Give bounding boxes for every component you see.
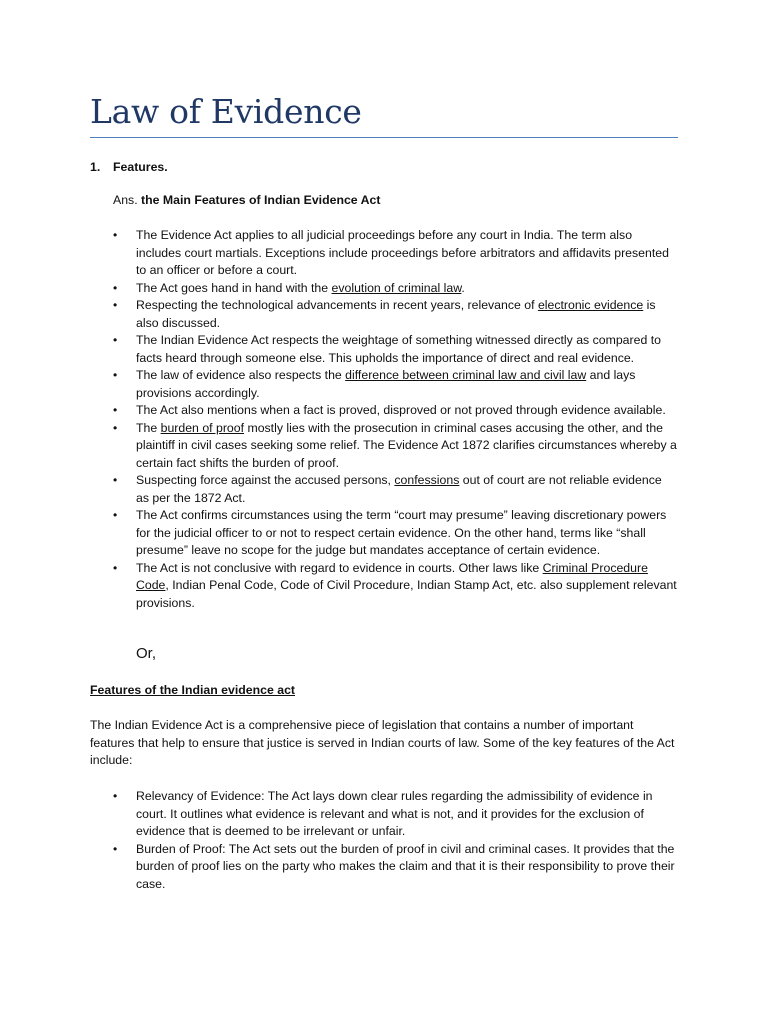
bullet-marker: •: [113, 333, 118, 347]
answer-heading: the Main Features of Indian Evidence Act: [141, 193, 381, 207]
section-heading-indian-evidence-act: Features of the Indian evidence act: [90, 683, 296, 697]
inline-link[interactable]: difference between criminal law and civil law: [345, 368, 587, 382]
inline-link[interactable]: burden of proof: [160, 420, 245, 435]
item-text: The Act is not conclusive with regard to evidence in courts. Other laws like: [136, 560, 543, 575]
document-title: Law of Evidence: [90, 92, 362, 131]
bullet-marker: •: [113, 228, 118, 242]
title-underline-rule: [90, 137, 678, 138]
list-item: [90, 420, 678, 473]
features-bullet-list: [90, 227, 678, 612]
inline-link[interactable]: evolution of criminal law: [331, 280, 462, 295]
bullet-marker: •: [113, 420, 118, 435]
answer-line: [113, 192, 380, 210]
item-text: The Evidence Act applies to all judicial proceedings before any court in India. The term also includes court martials. Exceptions include proceedings before arbitrators and affidavits presented to an officer or before a court.: [136, 228, 669, 277]
bullet-marker: •: [113, 403, 118, 417]
or-separator: Or,: [136, 645, 157, 662]
section-heading-features: [90, 159, 168, 177]
item-text: mostly lies with the prosecution in criminal cases accusing the other, and the plaintiff in civil cases seeking some relief. The Evidence Act 1872 clarifies circumstances whereby a certain fact shifts the burden of proof.: [136, 420, 677, 470]
item-text: The Indian Evidence Act respects the weightage of something witnessed directly as compared to facts heard through someone else. This upholds the importance of direct and real evidence.: [136, 333, 661, 365]
list-item: [90, 560, 678, 613]
item-text: out of court are not reliable evidence as per the 1872 Act.: [136, 473, 662, 505]
bullet-marker: •: [113, 368, 118, 382]
list-item: [90, 332, 678, 367]
list-item: [90, 280, 678, 298]
list-item: [90, 788, 678, 841]
inline-link[interactable]: electronic evidence: [537, 298, 644, 312]
section-heading-label: Features.: [113, 160, 168, 174]
inline-link[interactable]: Criminal Procedure Code: [136, 560, 648, 592]
item-text: The: [136, 420, 161, 435]
intro-paragraph: The Indian Evidence Act is a comprehensive piece of legislation that contains a number of important features that help to ensure that justice is served in Indian courts of law. Some of the key features of the Act include:: [90, 718, 675, 767]
list-item: [90, 472, 678, 507]
item-text: The law of evidence also respects the: [136, 368, 346, 382]
item-text: , Indian Penal Code, Code of Civil Procedure, Indian Stamp Act, etc. also supplement relevant provisions.: [136, 578, 677, 610]
bullet-marker: •: [113, 841, 118, 856]
bullet-marker: •: [113, 473, 118, 487]
list-item: [90, 227, 678, 280]
list-item: [90, 507, 678, 560]
bullet-marker: •: [113, 789, 118, 803]
item-text: .: [461, 280, 465, 295]
item-text: is also discussed.: [136, 298, 656, 330]
key-features-bullet-list: [90, 788, 678, 893]
section-number: 1.: [90, 160, 101, 174]
item-text: Suspecting force against the accused persons,: [136, 473, 395, 487]
item-text: Burden of Proof: The Act sets out the burden of proof in civil and criminal cases. It provides that the burden of proof lies on the party who makes the claim and that it is their responsibility to prove their case.: [136, 841, 675, 891]
bullet-marker: •: [113, 280, 118, 295]
item-text: The Act also mentions when a fact is proved, disproved or not proved through evidence available.: [136, 403, 666, 417]
list-item: [90, 402, 678, 420]
bullet-marker: •: [113, 298, 118, 312]
item-text: Respecting the technological advancements in recent years, relevance of: [136, 298, 538, 312]
bullet-marker: •: [113, 560, 118, 575]
item-text: The Act confirms circumstances using the term “court may presume” leaving discretionary powers for the judicial officer to or not to respect certain evidence. On the other hand, terms like “shall presume” leave no scope for the judge but mandates acceptance of certain evidence.: [136, 508, 667, 557]
list-item: [90, 367, 678, 402]
item-text: The Act goes hand in hand with the: [136, 280, 332, 295]
bullet-marker: •: [113, 508, 118, 522]
list-item: [90, 297, 678, 332]
list-item: [90, 841, 678, 894]
item-text: Relevancy of Evidence: The Act lays down clear rules regarding the admissibility of evidence in court. It outlines what evidence is relevant and what is not, and it provides for the exclusion of evidence that is deemed to be irrelevant or unfair.: [136, 789, 653, 838]
item-text: and lays provisions accordingly.: [136, 368, 636, 400]
answer-prefix: Ans.: [113, 193, 138, 207]
inline-link[interactable]: confessions: [394, 473, 460, 487]
